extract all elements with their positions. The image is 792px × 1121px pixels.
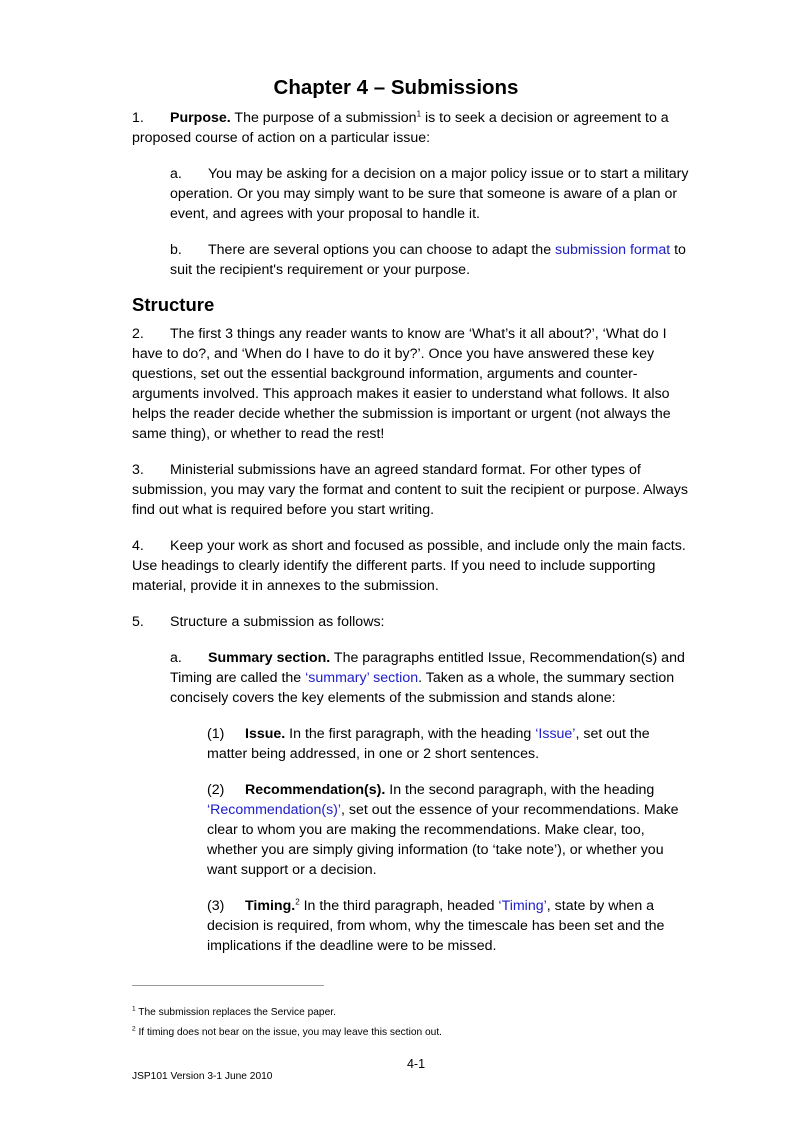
paragraph-2 bbox=[132, 324, 692, 444]
paragraph-text: to suit the recipient's requirement or your purpose. bbox=[170, 242, 686, 278]
paragraph-number: 1. bbox=[132, 110, 144, 126]
paragraph-heading: Purpose. bbox=[170, 110, 231, 126]
paragraph-3 bbox=[132, 460, 692, 520]
chapter-title: Chapter 4 – Submissions bbox=[273, 76, 519, 99]
paragraph-number: a. bbox=[170, 650, 182, 666]
footnote-number: 2 bbox=[132, 1025, 136, 1033]
paragraph-1a bbox=[170, 164, 692, 224]
paragraph-text: In the second paragraph, with the heading bbox=[385, 782, 655, 798]
paragraph-heading: Summary section. bbox=[208, 650, 331, 666]
paragraph-4 bbox=[132, 536, 692, 596]
paragraph-1b bbox=[170, 240, 692, 280]
paragraph-heading: Timing. bbox=[245, 898, 296, 914]
footnote-2 bbox=[132, 1026, 442, 1039]
paragraph-text: The purpose of a submission bbox=[230, 110, 417, 126]
paragraph-number: (1) bbox=[207, 726, 225, 742]
paragraph-number: (3) bbox=[207, 898, 225, 914]
paragraph-text: is to seek a decision or agreement to a proposed course of action on a particular issue: bbox=[132, 110, 669, 146]
paragraph-text: Structure a submission as follows: bbox=[170, 614, 385, 630]
paragraph-text: . Taken as a whole, the summary section concisely covers the key elements of the submission and stands alone: bbox=[170, 670, 675, 706]
document-footer: JSP101 Version 3-1 June 2010 bbox=[132, 1071, 273, 1082]
paragraph-text: The paragraphs entitled Issue, Recommendation(s) and Timing are called the bbox=[170, 650, 685, 686]
paragraph-5 bbox=[132, 612, 692, 632]
footnote-separator bbox=[132, 985, 324, 986]
paragraph-5a2 bbox=[207, 780, 692, 880]
paragraph-number: 5. bbox=[132, 614, 144, 630]
paragraph-number: a. bbox=[170, 166, 182, 182]
paragraph-number: (2) bbox=[207, 782, 225, 798]
page-number: 4-1 bbox=[406, 1057, 426, 1071]
paragraph-heading: Recommendation(s). bbox=[245, 782, 386, 798]
paragraph-number: 4. bbox=[132, 538, 144, 554]
paragraph-text: Keep your work as short and focused as possible, and include only the main facts. Use headings to clearly identify the different parts. If you need to include supporting material, provide it in annexes to the submission. bbox=[132, 538, 686, 594]
paragraph-text: You may be asking for a decision on a major policy issue or to start a military operation. Or you may simply want to be sure that someone is aware of a plan or event, and agrees with your proposal to handle it. bbox=[170, 166, 689, 222]
footnote-number: 1 bbox=[132, 1005, 136, 1013]
timing-link[interactable]: ‘Timing’ bbox=[498, 898, 547, 914]
recommendations-link[interactable]: ‘Recommendation(s)’ bbox=[207, 802, 342, 818]
paragraph-text: Ministerial submissions have an agreed standard format. For other types of submission, you may vary the format and content to suit the recipient or purpose. Always find out what is required before you start writing. bbox=[132, 462, 688, 518]
paragraph-text: In the third paragraph, headed bbox=[299, 898, 499, 914]
paragraph-5a1 bbox=[207, 724, 692, 764]
footnote-text: If timing does not bear on the issue, you may leave this section out. bbox=[135, 1027, 442, 1038]
paragraph-text: , set out the matter being addressed, in one or 2 short sentences. bbox=[207, 726, 650, 762]
paragraph-5a bbox=[170, 648, 692, 708]
footnote-1 bbox=[132, 1006, 336, 1019]
section-heading-structure: Structure bbox=[132, 294, 215, 315]
paragraph-text: There are several options you can choose to adapt the bbox=[208, 242, 556, 258]
paragraph-5a3 bbox=[207, 896, 692, 956]
summary-section-link[interactable]: ‘summary’ section bbox=[305, 670, 419, 686]
paragraph-text: The first 3 things any reader wants to know are ‘What’s it all about?’, ‘What do I have to do?, and ‘When do I have to do it by?’. Once you have answered these key questions, set out the essential background information, arguments and counter-arguments involved. This approach makes it easier to understand what follows. It also helps the reader decide whether the submission is important or urgent (not always the same thing), or whether to read the rest! bbox=[132, 326, 671, 442]
paragraph-heading: Issue. bbox=[245, 726, 286, 742]
footnote-ref[interactable]: 2 bbox=[295, 897, 300, 907]
paragraph-text: In the first paragraph, with the heading bbox=[285, 726, 536, 742]
paragraph-number: 3. bbox=[132, 462, 144, 478]
paragraph-number: 2. bbox=[132, 326, 144, 342]
footnote-ref[interactable]: 1 bbox=[416, 109, 422, 119]
paragraph-text: , state by when a decision is required, from whom, why the timescale has been set and the implications if the deadline were to be missed. bbox=[207, 898, 665, 954]
paragraph-1 bbox=[132, 108, 692, 148]
footnote-text: The submission replaces the Service paper. bbox=[135, 1007, 336, 1018]
issue-link[interactable]: ‘Issue’ bbox=[535, 726, 576, 742]
paragraph-number: b. bbox=[170, 242, 182, 258]
paragraph-text: , set out the essence of your recommendations. Make clear to whom you are making the recommendations. Make clear, too, whether you are simply giving information (to ‘take note’), or whether you want support or a decision. bbox=[207, 802, 679, 878]
submission-format-link[interactable]: submission format bbox=[555, 242, 671, 258]
